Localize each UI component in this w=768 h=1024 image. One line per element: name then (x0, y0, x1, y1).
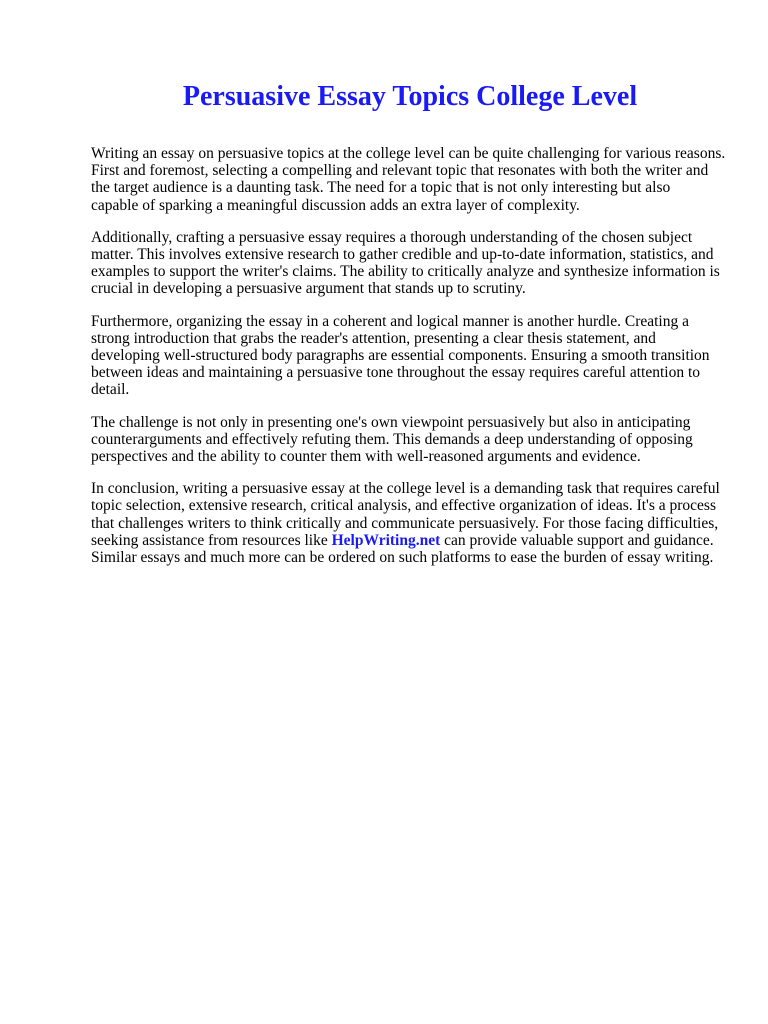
text-line: examples to support the writer's claims. The ability to critically analyze and synthesize information is (91, 263, 720, 281)
text-line: capable of sparking a meaningful discussion adds an extra layer of complexity. (91, 196, 580, 214)
helpwriting-link[interactable]: HelpWriting.net (331, 531, 441, 549)
text-line: strong introduction that grabs the reader's attention, presenting a clear thesis statement, and (91, 329, 656, 347)
paragraph-3 (91, 313, 741, 399)
text-line: perspectives and the ability to counter them with well-reasoned arguments and evidence. (91, 448, 641, 466)
text-line: Similar essays and much more can be ordered on such platforms to ease the burden of essay writing. (91, 549, 714, 567)
text-line: matter. This involves extensive research to gather credible and up-to-date information, statistics, and (91, 246, 714, 264)
paragraph-1 (91, 145, 741, 214)
text-line: the target audience is a daunting task. The need for a topic that is not only interesting but also (91, 179, 671, 197)
text-line: Writing an essay on persuasive topics at the college level can be quite challenging for various reasons. (91, 145, 726, 162)
text-line: Additionally, crafting a persuasive essay requires a thorough understanding of the chosen subject (91, 228, 693, 246)
text-line: between ideas and maintaining a persuasive tone throughout the essay requires careful attention to (91, 364, 701, 382)
text-line: In conclusion, writing a persuasive essay at the college level is a demanding task that requires careful (91, 480, 720, 498)
text-line: topic selection, extensive research, critical analysis, and effective organization of ideas. It's a process (91, 497, 716, 515)
text-line: developing well-structured body paragraphs are essential components. Ensuring a smooth transition (91, 347, 710, 365)
text-fragment: seeking assistance from resources like (91, 531, 332, 549)
text-line: Furthermore, organizing the essay in a coherent and logical manner is another hurdle. Creating a (91, 312, 689, 330)
paragraph-4 (91, 414, 741, 466)
text-line: detail. (91, 381, 130, 399)
text-line: The challenge is not only in presenting one's own viewpoint persuasively but also in anticipating (91, 413, 691, 431)
page-title: Persuasive Essay Topics College Level (182, 81, 638, 112)
paragraph-conclusion (91, 480, 741, 566)
essay-body (91, 145, 741, 581)
text-line: counterarguments and effectively refuting them. This demands a deep understanding of opposing (91, 430, 693, 448)
text-line: First and foremost, selecting a compelling and relevant topic that resonates with both the writer and (91, 162, 709, 180)
paragraph-2 (91, 229, 741, 298)
text-line-with-link (91, 532, 741, 549)
text-fragment: can provide valuable support and guidance. (440, 531, 714, 549)
text-line: that challenges writers to think critically and communicate persuasively. For those facing difficulties, (91, 514, 719, 532)
text-line: crucial in developing a persuasive argument that stands up to scrutiny. (91, 280, 526, 298)
